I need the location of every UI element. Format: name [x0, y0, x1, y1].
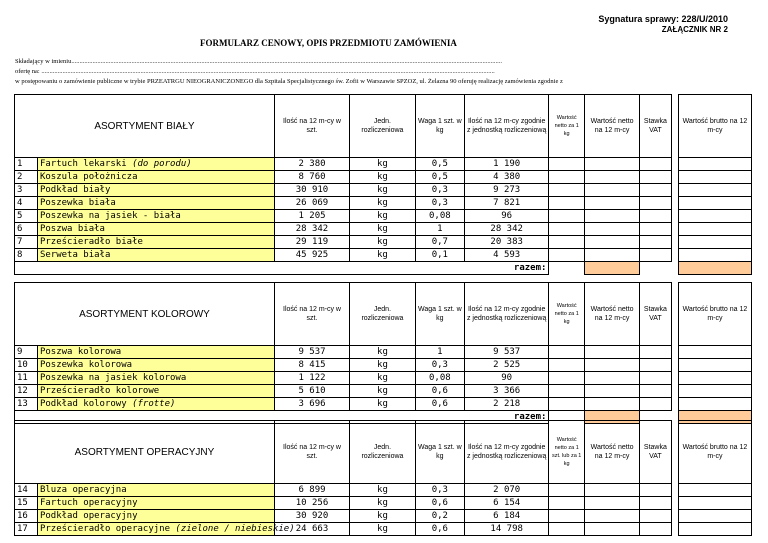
col-unit-header: Jedn. rozliczeniowa [350, 95, 416, 158]
item-name-text: Poszewka kolorowa [39, 360, 133, 370]
item-name-text: Bluza operacyjna [39, 485, 127, 495]
total-label: razem: [15, 262, 549, 275]
section-title: ASORTYMENT OPERACYJNY [15, 421, 275, 484]
item-unit: kg [350, 197, 416, 210]
unit-price-input[interactable] [549, 385, 584, 398]
net-value-input[interactable] [584, 497, 639, 510]
item-weight: 0,3 [415, 184, 464, 197]
net-value-input[interactable] [584, 171, 639, 184]
net-value-input[interactable] [584, 236, 639, 249]
item-weight: 1 [415, 346, 464, 359]
item-name-text: Poszwa biała [39, 224, 105, 234]
column-gap [671, 171, 678, 184]
table-row [15, 158, 752, 171]
gross-value-input[interactable] [678, 385, 751, 398]
row-number: 13 [15, 398, 38, 411]
item-qty: 9 537 [274, 346, 349, 359]
item-qty: 10 256 [274, 497, 349, 510]
column-gap [671, 346, 678, 359]
column-gap [671, 210, 678, 223]
net-value-input[interactable] [584, 223, 639, 236]
col-unit-price-header: Wartość netto za 1 kg [549, 283, 584, 346]
item-weight: 0,5 [415, 171, 464, 184]
total-label: razem: [15, 411, 549, 424]
col-qty-unit-header: Ilość na 12 m-cy zgodnie z jednostką rozliczeniową [464, 421, 549, 484]
item-unit: kg [350, 210, 416, 223]
gross-value-input[interactable] [678, 346, 751, 359]
item-qty-unit: 6 154 [464, 497, 549, 510]
vat-rate-input[interactable] [640, 346, 671, 359]
item-name [37, 398, 274, 411]
item-unit: kg [350, 171, 416, 184]
vat-rate-input[interactable] [640, 158, 671, 171]
item-qty-unit: 9 537 [464, 346, 549, 359]
unit-price-input[interactable] [549, 398, 584, 411]
item-qty: 1 205 [274, 210, 349, 223]
net-value-input[interactable] [584, 210, 639, 223]
item-unit: kg [350, 398, 416, 411]
item-qty: 1 122 [274, 372, 349, 385]
table-row [15, 359, 752, 372]
column-gap [671, 236, 678, 249]
item-qty-unit: 4 380 [464, 171, 549, 184]
item-qty: 26 069 [274, 197, 349, 210]
item-name-text: Poszewka biała [39, 198, 116, 208]
col-weight-header: Waga 1 szt. w kg [415, 421, 464, 484]
item-qty-unit: 9 273 [464, 184, 549, 197]
item-weight: 0,5 [415, 158, 464, 171]
col-qty-unit-header: Ilość na 12 m-cy zgodnie z jednostką rozliczeniową [464, 283, 549, 346]
item-qty: 3 696 [274, 398, 349, 411]
vat-rate-input[interactable] [640, 510, 671, 523]
section-title: ASORTYMENT KOLOROWY [15, 283, 275, 346]
column-gap [671, 223, 678, 236]
item-name-text: Prześcieradło białe [39, 237, 143, 247]
item-name-text: Poszewka na jasiek kolorowa [39, 373, 187, 383]
table-row [15, 398, 752, 411]
col-qty-header: Ilość na 12 m-cy w szt. [274, 421, 349, 484]
item-name [37, 171, 274, 184]
row-number: 16 [15, 510, 38, 523]
col-unit-header: Jedn. rozliczeniowa [350, 421, 416, 484]
item-weight: 0,08 [415, 210, 464, 223]
total-net-input[interactable] [584, 262, 639, 275]
column-gap [671, 95, 678, 158]
gross-value-input[interactable] [678, 171, 751, 184]
row-number: 11 [15, 372, 38, 385]
row-number: 9 [15, 346, 38, 359]
total-spacer [549, 262, 584, 275]
column-gap [671, 249, 678, 262]
item-name-text: Fartuch lekarski [39, 159, 133, 169]
item-qty: 5 610 [274, 385, 349, 398]
vat-rate-input[interactable] [640, 210, 671, 223]
item-qty: 2 380 [274, 158, 349, 171]
item-qty-unit: 96 [464, 210, 549, 223]
unit-price-input[interactable] [549, 158, 584, 171]
item-unit: kg [350, 359, 416, 372]
item-name [37, 372, 274, 385]
item-weight: 0,2 [415, 510, 464, 523]
vat-rate-input[interactable] [640, 171, 671, 184]
vat-rate-input[interactable] [640, 497, 671, 510]
item-qty-unit: 2 525 [464, 359, 549, 372]
table-row [15, 184, 752, 197]
net-value-input[interactable] [584, 523, 639, 536]
item-qty-unit: 2 218 [464, 398, 549, 411]
item-name [37, 197, 274, 210]
vat-rate-input[interactable] [640, 223, 671, 236]
col-net-header: Wartość netto na 12 m-cy [584, 283, 639, 346]
table-row [15, 497, 752, 510]
col-weight-header: Waga 1 szt. w kg [415, 283, 464, 346]
row-number: 2 [15, 171, 38, 184]
column-gap [671, 510, 678, 523]
vat-rate-input[interactable] [640, 484, 671, 497]
item-qty-unit: 14 798 [464, 523, 549, 536]
unit-price-input[interactable] [549, 484, 584, 497]
gross-value-input[interactable] [678, 197, 751, 210]
item-weight: 0,6 [415, 398, 464, 411]
section-title: ASORTYMENT BIAŁY [15, 95, 275, 158]
column-gap [671, 421, 678, 484]
table-row [15, 171, 752, 184]
row-number: 10 [15, 359, 38, 372]
item-name [37, 359, 274, 372]
item-weight: 0,6 [415, 523, 464, 536]
row-number: 3 [15, 184, 38, 197]
gross-value-input[interactable] [678, 184, 751, 197]
vat-rate-input[interactable] [640, 523, 671, 536]
row-number: 12 [15, 385, 38, 398]
item-unit: kg [350, 249, 416, 262]
net-value-input[interactable] [584, 398, 639, 411]
column-gap [671, 262, 678, 275]
item-unit: kg [350, 184, 416, 197]
item-name-text: Poszewka na jasiek - biała [39, 211, 181, 221]
gross-value-input[interactable] [678, 523, 751, 536]
item-qty: 29 119 [274, 236, 349, 249]
unit-price-input[interactable] [549, 359, 584, 372]
item-name-note: (zielone / niebieskie) [175, 524, 295, 534]
item-name-note: (frotte) [132, 399, 176, 409]
item-qty: 8 415 [274, 359, 349, 372]
net-value-input[interactable] [584, 372, 639, 385]
item-name-text: Prześcieradło kolorowe [39, 386, 160, 396]
unit-price-input[interactable] [549, 497, 584, 510]
gross-value-input[interactable] [678, 510, 751, 523]
unit-price-input[interactable] [549, 372, 584, 385]
unit-price-input[interactable] [549, 197, 584, 210]
item-weight: 1 [415, 223, 464, 236]
item-weight: 0,1 [415, 249, 464, 262]
item-unit: kg [350, 510, 416, 523]
gross-value-input[interactable] [678, 158, 751, 171]
item-qty-unit: 2 070 [464, 484, 549, 497]
item-name-note: (do porodu) [132, 159, 192, 169]
gross-value-input[interactable] [678, 497, 751, 510]
table-row [15, 484, 752, 497]
item-weight: 0,08 [415, 372, 464, 385]
item-name-text: Podkład operacyjny [39, 511, 138, 521]
col-net-header: Wartość netto na 12 m-cy [584, 421, 639, 484]
row-number: 4 [15, 197, 38, 210]
item-name-text: Koszula położnicza [39, 172, 138, 182]
total-gross-input[interactable] [678, 262, 751, 275]
intro-line-1: Składający w imieniu......................................................................................................................................................................................................................................................................... [15, 58, 502, 65]
item-weight: 0,7 [415, 236, 464, 249]
column-gap [671, 158, 678, 171]
form-title: FORMULARZ CENOWY, OPIS PRZEDMIOTU ZAMÓWIENIA [200, 38, 457, 48]
unit-price-input[interactable] [549, 184, 584, 197]
item-qty: 6 899 [274, 484, 349, 497]
item-name [37, 236, 274, 249]
col-net-header: Wartość netto na 12 m-cy [584, 95, 639, 158]
item-name [37, 497, 274, 510]
table-row [15, 385, 752, 398]
item-name [37, 158, 274, 171]
gross-value-input[interactable] [678, 223, 751, 236]
unit-price-input[interactable] [549, 523, 584, 536]
item-name [37, 523, 295, 536]
net-value-input[interactable] [584, 484, 639, 497]
table-row [15, 236, 752, 249]
row-number: 7 [15, 236, 38, 249]
gross-value-input[interactable] [678, 210, 751, 223]
col-vat-header: Stawka VAT [640, 95, 671, 158]
intro-line-2: ofertę na: ....................................................................................................................................................................................................................................................................................... [15, 68, 495, 75]
item-name [37, 385, 274, 398]
gross-value-input[interactable] [678, 398, 751, 411]
table-row [15, 346, 752, 359]
item-name [37, 184, 274, 197]
net-value-input[interactable] [584, 184, 639, 197]
item-name [37, 510, 274, 523]
column-gap [671, 283, 678, 346]
row-number: 15 [15, 497, 38, 510]
item-name-text: Podkład kolorowy [39, 399, 133, 409]
item-qty-unit: 28 342 [464, 223, 549, 236]
unit-price-input[interactable] [549, 210, 584, 223]
unit-price-input[interactable] [549, 510, 584, 523]
column-gap [671, 484, 678, 497]
item-name-text: Fartuch operacyjny [39, 498, 138, 508]
item-unit: kg [350, 497, 416, 510]
section-table [14, 94, 752, 275]
item-name [37, 210, 274, 223]
total-row [15, 262, 752, 275]
gross-value-input[interactable] [678, 236, 751, 249]
net-value-input[interactable] [584, 249, 639, 262]
unit-price-input[interactable] [549, 346, 584, 359]
unit-price-input[interactable] [549, 236, 584, 249]
total-spacer [640, 262, 671, 275]
table-row [15, 197, 752, 210]
section-table [14, 282, 752, 424]
col-qty-header: Ilość na 12 m-cy w szt. [274, 283, 349, 346]
net-value-input[interactable] [584, 359, 639, 372]
col-unit-price-header: Wartość netto za 1 kg [549, 95, 584, 158]
column-gap [671, 184, 678, 197]
row-number: 14 [15, 484, 38, 497]
gross-value-input[interactable] [678, 372, 751, 385]
column-gap [671, 385, 678, 398]
table-row [15, 210, 752, 223]
item-name [37, 249, 274, 262]
item-unit: kg [350, 346, 416, 359]
annex-label: ZAŁĄCZNIK NR 2 [661, 25, 728, 34]
unit-price-input[interactable] [549, 171, 584, 184]
gross-value-input[interactable] [678, 484, 751, 497]
row-number: 17 [15, 523, 38, 536]
col-unit-price-header: Wartość netto za 1 szt. lub za 1 kg [549, 421, 584, 484]
table-row [15, 523, 752, 536]
item-qty-unit: 90 [464, 372, 549, 385]
col-gross-header: Wartość brutto na 12 m-cy [678, 283, 751, 346]
item-name [37, 484, 274, 497]
vat-rate-input[interactable] [640, 184, 671, 197]
vat-rate-input[interactable] [640, 249, 671, 262]
gross-value-input[interactable] [678, 359, 751, 372]
item-name-text: Prześcieradło operacyjne [39, 524, 176, 534]
item-unit: kg [350, 484, 416, 497]
vat-rate-input[interactable] [640, 236, 671, 249]
vat-rate-input[interactable] [640, 398, 671, 411]
unit-price-input[interactable] [549, 249, 584, 262]
column-gap [671, 523, 678, 536]
vat-rate-input[interactable] [640, 385, 671, 398]
item-qty-unit: 20 383 [464, 236, 549, 249]
vat-rate-input[interactable] [640, 197, 671, 210]
item-weight: 0,6 [415, 385, 464, 398]
item-unit: kg [350, 372, 416, 385]
column-gap [671, 372, 678, 385]
table-row [15, 372, 752, 385]
item-unit: kg [350, 223, 416, 236]
column-gap [671, 398, 678, 411]
item-weight: 0,3 [415, 197, 464, 210]
net-value-input[interactable] [584, 385, 639, 398]
item-qty: 8 760 [274, 171, 349, 184]
item-qty-unit: 4 593 [464, 249, 549, 262]
item-weight: 0,6 [415, 497, 464, 510]
item-name-text: Podkład biały [39, 185, 111, 195]
row-number: 6 [15, 223, 38, 236]
item-qty-unit: 7 821 [464, 197, 549, 210]
item-qty: 24 663 [274, 523, 349, 536]
row-number: 8 [15, 249, 38, 262]
col-vat-header: Stawka VAT [640, 421, 671, 484]
net-value-input[interactable] [584, 510, 639, 523]
col-weight-header: Waga 1 szt. w kg [415, 95, 464, 158]
table-row [15, 249, 752, 262]
section-table [14, 420, 752, 536]
table-row [15, 223, 752, 236]
item-name-text: Serweta biała [39, 250, 111, 260]
item-unit: kg [350, 236, 416, 249]
col-gross-header: Wartość brutto na 12 m-cy [678, 421, 751, 484]
item-qty: 45 925 [274, 249, 349, 262]
item-unit: kg [350, 523, 416, 536]
row-number: 1 [15, 158, 38, 171]
item-unit: kg [350, 385, 416, 398]
case-signature: Sygnatura sprawy: 228/U/2010 [598, 14, 728, 24]
net-value-input[interactable] [584, 158, 639, 171]
item-unit: kg [350, 158, 416, 171]
table-row [15, 510, 752, 523]
net-value-input[interactable] [584, 346, 639, 359]
item-qty-unit: 1 190 [464, 158, 549, 171]
vat-rate-input[interactable] [640, 372, 671, 385]
unit-price-input[interactable] [549, 223, 584, 236]
row-number: 5 [15, 210, 38, 223]
column-gap [671, 197, 678, 210]
item-qty: 30 910 [274, 184, 349, 197]
col-gross-header: Wartość brutto na 12 m-cy [678, 95, 751, 158]
column-gap [671, 359, 678, 372]
col-qty-header: Ilość na 12 m-cy w szt. [274, 95, 349, 158]
gross-value-input[interactable] [678, 249, 751, 262]
item-name-text: Poszwa kolorowa [39, 347, 122, 357]
item-name [37, 223, 274, 236]
item-qty: 30 920 [274, 510, 349, 523]
vat-rate-input[interactable] [640, 359, 671, 372]
item-weight: 0,3 [415, 484, 464, 497]
intro-line-3: w postępowaniu o zamówienie publiczne w trybie PRZEATRGU NIEOGRANICZONEGO dla Szpitala Specjalistycznego św. Zofii w Warszawie SPZOZ, ul. Żelazna 90 oferuję realizację zamówienia zgodnie z [15, 78, 563, 85]
column-gap [671, 497, 678, 510]
net-value-input[interactable] [584, 197, 639, 210]
col-unit-header: Jedn. rozliczeniowa [350, 283, 416, 346]
item-weight: 0,3 [415, 359, 464, 372]
col-vat-header: Stawka VAT [640, 283, 671, 346]
item-qty-unit: 3 366 [464, 385, 549, 398]
item-qty-unit: 6 184 [464, 510, 549, 523]
item-qty: 28 342 [274, 223, 349, 236]
col-qty-unit-header: Ilość na 12 m-cy zgodnie z jednostką rozliczeniową [464, 95, 549, 158]
item-name [37, 346, 274, 359]
